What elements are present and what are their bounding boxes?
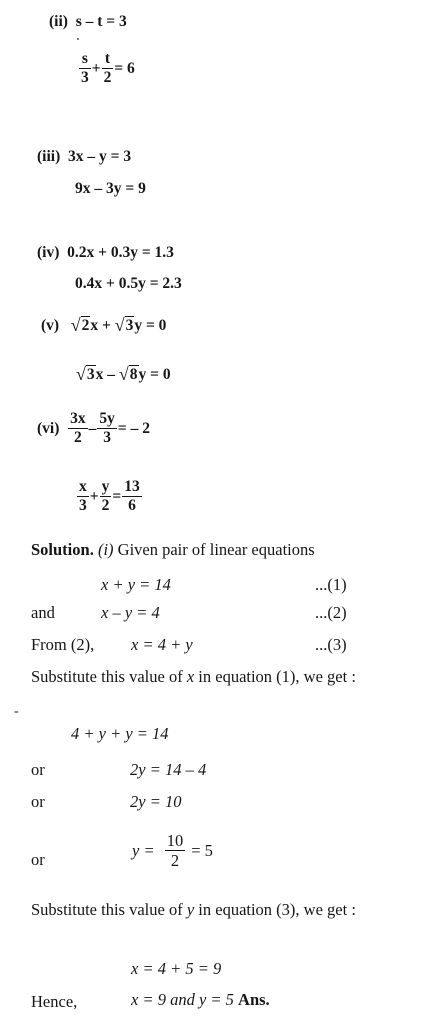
- problem-ii-eq2: $\frac{s}{3}$ + $\frac{t}{2}$ = 6: [81, 50, 135, 87]
- solution-eq3: x = 4 + y: [131, 635, 193, 654]
- eq-ref-3: ...(3): [315, 635, 347, 654]
- problem-iv-eq2: 0.4x + 0.5y = 2.3: [75, 275, 182, 292]
- solution-eq2: x – y = 4: [101, 603, 160, 622]
- problem-v-eq2: √3x – √8y = 0: [76, 364, 171, 384]
- problem-ii-eq1: (ii) s – t = 3: [49, 13, 127, 30]
- sqrt-symbol: √3: [114, 315, 134, 335]
- problem-iii-eq1: (iii) 3x – y = 3: [37, 148, 132, 165]
- ans-label: Ans.: [238, 990, 270, 1009]
- fraction: $\frac{y}{2}$: [101, 478, 110, 515]
- problem-vi-eq2: $\frac{x}{3}$ + $\frac{y}{2}$ = $\frac{13}{6}$: [79, 478, 140, 515]
- step-4-or: or: [31, 850, 45, 869]
- problem-v-label: (v): [41, 317, 60, 334]
- eq-ref-2: ...(2): [315, 603, 347, 622]
- solution-from: From (2),: [31, 635, 95, 654]
- problem-iii-label: (iii): [37, 148, 61, 165]
- problem-iv-label: (iv): [37, 244, 60, 261]
- step-2-or: or: [31, 760, 45, 779]
- fraction: $\frac{10}{2}$: [166, 831, 184, 871]
- step-3: 2y = 10: [130, 792, 182, 811]
- step-4: y = $\frac{10}{2}$ = 5: [132, 831, 213, 871]
- problem-iv-eq1: (iv) 0.2x + 0.3y = 1.3: [37, 244, 174, 261]
- solution-part: (i): [97, 540, 114, 559]
- solution-eq1: x + y = 14: [101, 575, 171, 594]
- final-hence: Hence,: [31, 992, 78, 1011]
- fraction: $\frac{13}{6}$: [124, 478, 140, 515]
- sqrt-symbol: √2: [70, 315, 90, 335]
- final-answer: x = 9 and y = 5 Ans.: [131, 990, 270, 1009]
- sqrt-symbol: √3: [76, 364, 95, 384]
- solution-heading: Solution.: [31, 540, 94, 559]
- step-1: 4 + y + y = 14: [71, 724, 169, 743]
- margin-mark: -: [14, 704, 19, 719]
- fraction: $\frac{s}{3}$: [81, 50, 89, 87]
- problem-iii-eq2: 9x – 3y = 9: [75, 180, 146, 197]
- fraction: $\frac{3x}{2}$: [70, 410, 86, 447]
- problem-v-eq1: (v) √2x + √3y = 0: [41, 315, 167, 335]
- problem-ii-label: (ii): [49, 13, 68, 30]
- sqrt-symbol: √8: [118, 364, 138, 384]
- problem-vi-label: (vi): [37, 420, 60, 438]
- step-5: x = 4 + 5 = 9: [131, 959, 222, 978]
- fraction: $\frac{x}{3}$: [79, 478, 87, 515]
- substitute-x-line: Substitute this value of x in equation (1), we get :: [31, 667, 356, 686]
- print-speck: [77, 38, 79, 40]
- step-2: 2y = 14 – 4: [130, 760, 207, 779]
- fraction: $\frac{t}{2}$: [103, 50, 112, 87]
- problem-vi-eq1: (vi) $\frac{3x}{2}$ – $\frac{5y}{3}$ = – 2: [37, 410, 150, 447]
- fraction: $\frac{5y}{3}$: [99, 410, 115, 447]
- solution-intro: Solution. (i) Given pair of linear equations: [31, 540, 315, 559]
- step-3-or: or: [31, 792, 45, 811]
- eq-ref-1: ...(1): [315, 575, 347, 594]
- solution-and: and: [31, 603, 55, 622]
- substitute-y-line: Substitute this value of y in equation (3), we get :: [31, 900, 356, 919]
